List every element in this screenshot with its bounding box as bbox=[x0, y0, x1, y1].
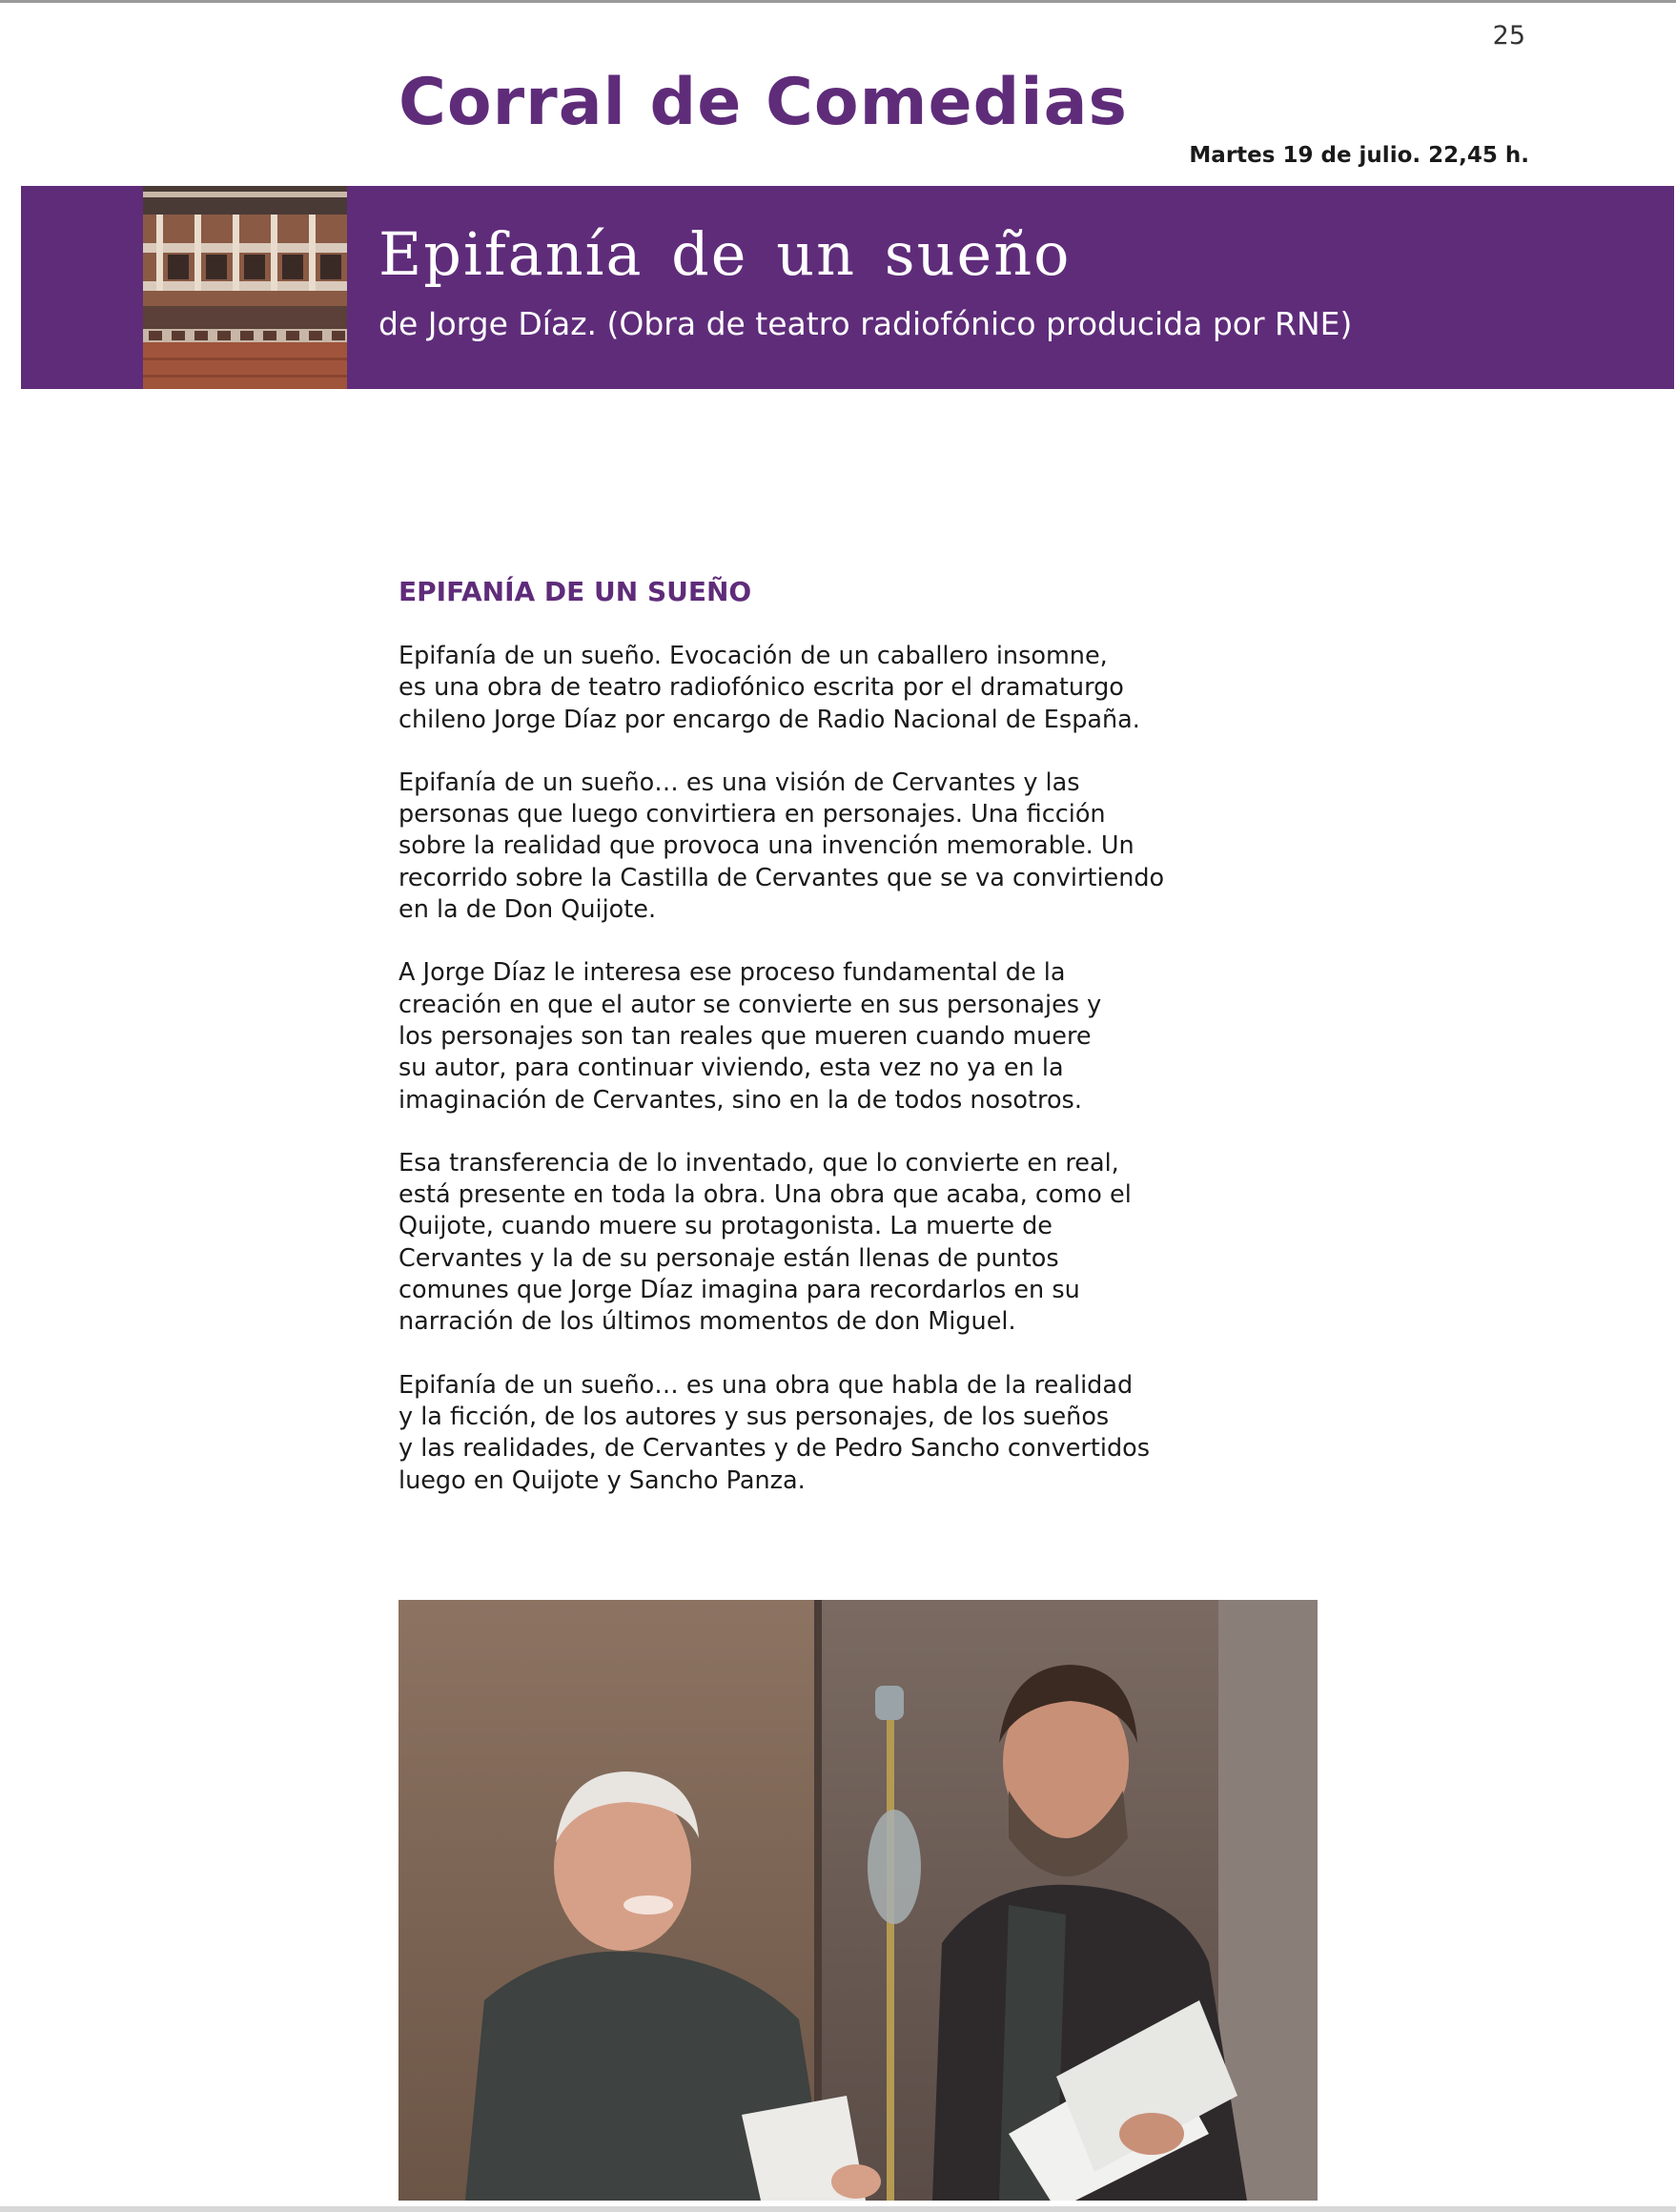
text-line: Epifanía de un sueño… es una visión de Cervantes y las bbox=[399, 768, 1080, 797]
corral-facade-photo bbox=[143, 186, 347, 389]
top-rule bbox=[0, 0, 1676, 3]
text-line: y las realidades, de Cervantes y de Pedro Sancho convertidos bbox=[399, 1434, 1151, 1464]
text-line: comunes que Jorge Díaz imagina para recordarlos en su bbox=[399, 1276, 1080, 1305]
bottom-rule bbox=[0, 2206, 1676, 2212]
page-number: 25 bbox=[1492, 21, 1525, 51]
text-line: narración de los últimos momentos de don Miguel. bbox=[399, 1307, 1016, 1337]
paragraph bbox=[399, 957, 1180, 1116]
text-line: luego en Quijote y Sancho Panza. bbox=[399, 1465, 806, 1495]
corral-facade-illustration bbox=[143, 186, 347, 389]
text-line: creación en que el autor se convierte en sus personajes y bbox=[399, 990, 1102, 1019]
paragraph bbox=[399, 768, 1180, 926]
venue-title: Corral de Comedias bbox=[399, 65, 1128, 140]
paragraph bbox=[399, 1148, 1180, 1339]
text-line: Esa transferencia de lo inventado, que lo convierte en real, bbox=[399, 1148, 1119, 1178]
text-line: A Jorge Díaz le interesa ese proceso fundamental de la bbox=[399, 958, 1066, 988]
text-line: personas que luego convirtiera en personajes. Una ficción bbox=[399, 800, 1106, 830]
section-heading: EPIFANÍA DE UN SUEÑO bbox=[399, 576, 752, 607]
paragraph bbox=[399, 641, 1180, 736]
text-line: Epifanía de un sueño… es una obra que habla de la realidad bbox=[399, 1370, 1134, 1400]
text-line: Cervantes y la de su personaje están llenas de puntos bbox=[399, 1243, 1059, 1273]
text-line: está presente en toda la obra. Una obra que acaba, como el bbox=[399, 1180, 1132, 1210]
recording-session-illustration bbox=[399, 1600, 1318, 2201]
text-line: chileno Jorge Díaz por encargo de Radio Nacional de España. bbox=[399, 705, 1140, 734]
paragraph bbox=[399, 1370, 1180, 1497]
text-line: sobre la realidad que provoca una invención memorable. Un bbox=[399, 831, 1134, 861]
text-line: Quijote, cuando muere su protagonista. La muerte de bbox=[399, 1212, 1053, 1241]
recording-session-photo bbox=[399, 1600, 1318, 2201]
text-line: imaginación de Cervantes, sino en la de todos nosotros. bbox=[399, 1085, 1082, 1115]
text-line: su autor, para continuar viviendo, esta vez no ya en la bbox=[399, 1054, 1064, 1083]
text-line: y la ficción, de los autores y sus personajes, de los sueños bbox=[399, 1402, 1110, 1431]
text-line: los personajes son tan reales que mueren cuando muere bbox=[399, 1021, 1092, 1051]
body-text bbox=[399, 641, 1180, 1528]
date-time: Martes 19 de julio. 22,45 h. bbox=[1189, 143, 1529, 168]
text-line: recorrido sobre la Castilla de Cervantes que se va convirtiendo bbox=[399, 863, 1165, 892]
show-title: Epifanía de un sueño bbox=[378, 219, 1072, 289]
show-subtitle: de Jorge Díaz. (Obra de teatro radiofónico producida por RNE) bbox=[378, 305, 1353, 342]
text-line: Epifanía de un sueño. Evocación de un caballero insomne, bbox=[399, 642, 1108, 670]
text-line: en la de Don Quijote. bbox=[399, 895, 657, 925]
text-line: es una obra de teatro radiofónico escrita por el dramaturgo bbox=[399, 673, 1124, 703]
